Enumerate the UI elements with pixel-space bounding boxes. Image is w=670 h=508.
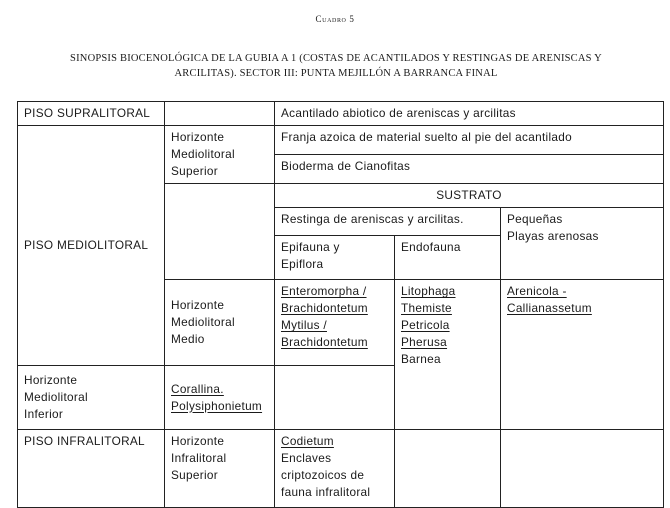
title-line-2: ARCILITAS). SECTOR III: PUNTA MEJILLÓN A BARRANCA FINAL — [174, 68, 498, 79]
title-line-1: SINOPSIS BIOCENOLÓGICA DE LA GUBIA A 1 (COSTAS DE ACANTILADOS Y RESTINGAS DE ARENISCAS Y — [70, 53, 602, 64]
table-caption: Cuadro 5 — [315, 14, 355, 24]
empty-cell — [501, 430, 664, 508]
horizonte-mediolitoral-medio: Horizonte Mediolitoral Medio — [165, 280, 275, 366]
pequenas-playas-header: Pequeñas Playas arenosas — [501, 208, 664, 280]
piso-supralitoral: PISO SUPRALITORAL — [18, 102, 165, 126]
horizonte-infralitoral-superior: Horizonte Infralitoral Superior — [165, 430, 275, 508]
infra-epifauna: Codietum Enclaves criptozoicos de fauna infralitoral — [275, 430, 395, 508]
supralitoral-description: Acantilado abiotico de areniscas y arcilitas — [275, 102, 664, 126]
endofauna-header: Endofauna — [395, 236, 501, 280]
medio-endofauna: Litophaga Themiste Petricola Pherusa Barnea — [395, 280, 501, 430]
restinga-header: Restinga de areniscas y arcilitas. — [275, 208, 501, 236]
horizonte-mediolitoral-inferior: Horizonte Mediolitoral Inferior — [18, 366, 165, 430]
empty-cell — [165, 102, 275, 126]
inferior-epifauna: Corallina. Polysiphonietum — [165, 366, 275, 430]
bioderma-cianofitas: Bioderma de Cianofitas — [275, 155, 664, 184]
medio-playas-fauna: Arenicola - Callianassetum — [501, 280, 664, 430]
piso-infralitoral: PISO INFRALITORAL — [18, 430, 165, 508]
table-title — [6, 51, 666, 81]
empty-cell — [395, 430, 501, 508]
sustrato-header: SUSTRATO — [275, 184, 664, 208]
medio-epifauna: Enteromorpha / Brachidontetum Mytilus / Brachidontetum — [275, 280, 395, 366]
franja-azoica: Franja azoica de material suelto al pie del acantilado — [275, 126, 664, 155]
epifauna-header: Epifauna y Epiflora — [275, 236, 395, 280]
synopsis-table — [17, 101, 664, 508]
horizonte-mediolitoral-superior: Horizonte Mediolitoral Superior — [165, 126, 275, 184]
piso-mediolitoral: PISO MEDIOLITORAL — [18, 126, 165, 366]
empty-cell — [165, 184, 275, 280]
